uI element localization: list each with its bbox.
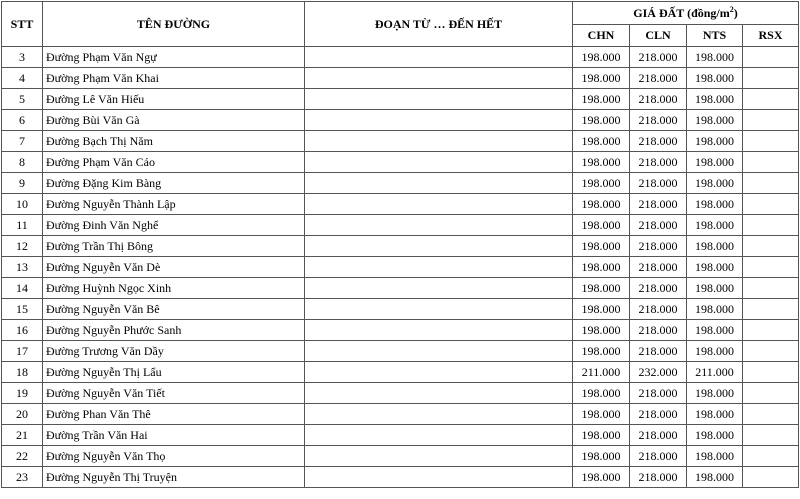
row-stt: 19 [2,383,43,404]
header-rsx: RSX [743,25,799,47]
row-price-rsx [743,404,799,425]
row-price-chn: 198.000 [573,257,630,278]
row-price-chn: 198.000 [573,320,630,341]
row-price-cln: 218.000 [630,425,687,446]
row-price-nts: 198.000 [687,404,743,425]
header-land-price [573,2,799,25]
row-price-chn: 198.000 [573,446,630,467]
header-land-price-exponent: 2 [729,4,734,14]
row-segment [305,215,573,236]
row-price-rsx [743,446,799,467]
row-price-chn: 198.000 [573,215,630,236]
row-stt: 22 [2,446,43,467]
row-segment [305,362,573,383]
table-row [2,320,799,341]
row-stt: 8 [2,152,43,173]
table-row [2,110,799,131]
row-price-cln: 218.000 [630,194,687,215]
table-row [2,404,799,425]
row-stt: 7 [2,131,43,152]
row-price-cln: 232.000 [630,362,687,383]
row-segment [305,47,573,68]
table-row [2,173,799,194]
row-price-chn: 198.000 [573,299,630,320]
row-price-nts: 198.000 [687,446,743,467]
row-price-nts: 198.000 [687,320,743,341]
row-stt: 4 [2,68,43,89]
row-street-name: Đường Đinh Văn Nghể [43,215,305,236]
row-segment [305,278,573,299]
row-price-rsx [743,278,799,299]
row-price-rsx [743,425,799,446]
row-price-cln: 218.000 [630,257,687,278]
header-segment: ĐOẠN TỪ … ĐẾN HẾT [305,2,573,47]
row-price-nts: 198.000 [687,194,743,215]
row-price-nts: 198.000 [687,152,743,173]
row-stt: 10 [2,194,43,215]
row-price-nts: 198.000 [687,383,743,404]
row-segment [305,131,573,152]
header-nts: NTS [687,25,743,47]
row-price-nts: 198.000 [687,89,743,110]
row-street-name: Đường Nguyễn Thị Truyện [43,467,305,488]
table-row [2,236,799,257]
row-segment [305,194,573,215]
row-stt: 6 [2,110,43,131]
row-stt: 12 [2,236,43,257]
row-price-cln: 218.000 [630,404,687,425]
row-stt: 23 [2,467,43,488]
header-stt: STT [2,2,43,47]
row-price-chn: 198.000 [573,173,630,194]
row-price-chn: 198.000 [573,131,630,152]
row-price-nts: 198.000 [687,278,743,299]
row-price-rsx [743,110,799,131]
header-street-name: TÊN ĐƯỜNG [43,2,305,47]
table-body [2,47,799,488]
row-segment [305,383,573,404]
row-street-name: Đường Nguyễn Thị Lẩu [43,362,305,383]
row-price-cln: 218.000 [630,341,687,362]
row-stt: 9 [2,173,43,194]
row-price-rsx [743,362,799,383]
row-price-nts: 198.000 [687,299,743,320]
row-stt: 3 [2,47,43,68]
row-price-nts: 198.000 [687,236,743,257]
row-price-cln: 218.000 [630,320,687,341]
row-price-cln: 218.000 [630,215,687,236]
row-price-cln: 218.000 [630,173,687,194]
row-price-chn: 198.000 [573,152,630,173]
row-price-chn: 198.000 [573,278,630,299]
header-land-price-close: ) [733,5,738,20]
row-price-chn: 198.000 [573,341,630,362]
row-price-cln: 218.000 [630,236,687,257]
table-row [2,383,799,404]
row-price-cln: 218.000 [630,152,687,173]
row-price-nts: 211.000 [687,362,743,383]
row-price-nts: 198.000 [687,68,743,89]
row-price-nts: 198.000 [687,341,743,362]
row-price-rsx [743,215,799,236]
row-price-rsx [743,131,799,152]
row-price-rsx [743,257,799,278]
row-price-rsx [743,341,799,362]
row-price-chn: 198.000 [573,467,630,488]
row-segment [305,68,573,89]
row-street-name: Đường Nguyễn Thành Lập [43,194,305,215]
row-price-cln: 218.000 [630,446,687,467]
row-price-cln: 218.000 [630,110,687,131]
table-row [2,425,799,446]
row-price-cln: 218.000 [630,278,687,299]
row-stt: 20 [2,404,43,425]
row-street-name: Đường Trần Văn Hai [43,425,305,446]
row-price-chn: 198.000 [573,68,630,89]
row-price-rsx [743,152,799,173]
table-row [2,299,799,320]
row-segment [305,257,573,278]
row-price-chn: 198.000 [573,236,630,257]
row-price-rsx [743,173,799,194]
row-price-nts: 198.000 [687,257,743,278]
row-price-rsx [743,383,799,404]
row-segment [305,404,573,425]
table-row [2,278,799,299]
row-segment [305,89,573,110]
row-price-rsx [743,89,799,110]
header-land-price-label: GIÁ ĐẤT (đồng/m [633,5,730,20]
row-price-chn: 198.000 [573,89,630,110]
row-street-name: Đường Nguyễn Văn Tiết [43,383,305,404]
row-price-nts: 198.000 [687,425,743,446]
table-row [2,257,799,278]
row-price-cln: 218.000 [630,299,687,320]
row-price-cln: 218.000 [630,47,687,68]
row-segment [305,299,573,320]
row-price-nts: 198.000 [687,47,743,68]
row-segment [305,173,573,194]
row-segment [305,236,573,257]
row-segment [305,341,573,362]
row-stt: 13 [2,257,43,278]
land-price-table [1,1,799,488]
header-chn: CHN [573,25,630,47]
row-price-chn: 198.000 [573,194,630,215]
row-price-rsx [743,47,799,68]
row-price-cln: 218.000 [630,131,687,152]
table-row [2,89,799,110]
row-stt: 17 [2,341,43,362]
row-price-chn: 198.000 [573,404,630,425]
row-street-name: Đường Phạm Văn Ngự [43,47,305,68]
row-price-cln: 218.000 [630,68,687,89]
table-row [2,131,799,152]
row-price-rsx [743,320,799,341]
row-street-name: Đường Nguyễn Phước Sanh [43,320,305,341]
table-row [2,47,799,68]
row-street-name: Đường Huỳnh Ngọc Xinh [43,278,305,299]
table-row [2,341,799,362]
row-price-chn: 198.000 [573,383,630,404]
row-street-name: Đường Bạch Thị Năm [43,131,305,152]
row-price-chn: 198.000 [573,47,630,68]
table-row [2,446,799,467]
row-price-rsx [743,236,799,257]
row-street-name: Đường Nguyễn Văn Bê [43,299,305,320]
row-segment [305,110,573,131]
row-stt: 21 [2,425,43,446]
row-street-name: Đường Phạm Văn Cáo [43,152,305,173]
table-row [2,68,799,89]
row-price-rsx [743,194,799,215]
row-stt: 16 [2,320,43,341]
row-price-cln: 218.000 [630,467,687,488]
row-street-name: Đường Đặng Kim Bàng [43,173,305,194]
table-row [2,362,799,383]
row-stt: 11 [2,215,43,236]
row-price-nts: 198.000 [687,467,743,488]
table-row [2,194,799,215]
row-price-cln: 218.000 [630,383,687,404]
row-stt: 14 [2,278,43,299]
table-row [2,152,799,173]
row-stt: 5 [2,89,43,110]
row-price-nts: 198.000 [687,215,743,236]
row-street-name: Đường Bùi Văn Gà [43,110,305,131]
row-price-nts: 198.000 [687,131,743,152]
row-street-name: Đường Phạm Văn Khai [43,68,305,89]
row-price-rsx [743,467,799,488]
row-segment [305,152,573,173]
row-street-name: Đường Nguyễn Văn Dè [43,257,305,278]
row-segment [305,446,573,467]
row-price-chn: 198.000 [573,110,630,131]
row-stt: 18 [2,362,43,383]
table-row [2,467,799,488]
row-price-rsx [743,68,799,89]
table-row [2,215,799,236]
row-price-rsx [743,299,799,320]
row-segment [305,467,573,488]
row-price-cln: 218.000 [630,89,687,110]
row-segment [305,425,573,446]
row-street-name: Đường Phan Văn Thê [43,404,305,425]
row-street-name: Đường Trương Văn Dầy [43,341,305,362]
row-price-chn: 211.000 [573,362,630,383]
row-price-nts: 198.000 [687,173,743,194]
row-segment [305,320,573,341]
row-street-name: Đường Trần Thị Bông [43,236,305,257]
header-cln: CLN [630,25,687,47]
row-street-name: Đường Nguyễn Văn Thọ [43,446,305,467]
row-street-name: Đường Lê Văn Hiếu [43,89,305,110]
row-price-nts: 198.000 [687,110,743,131]
row-price-chn: 198.000 [573,425,630,446]
row-stt: 15 [2,299,43,320]
